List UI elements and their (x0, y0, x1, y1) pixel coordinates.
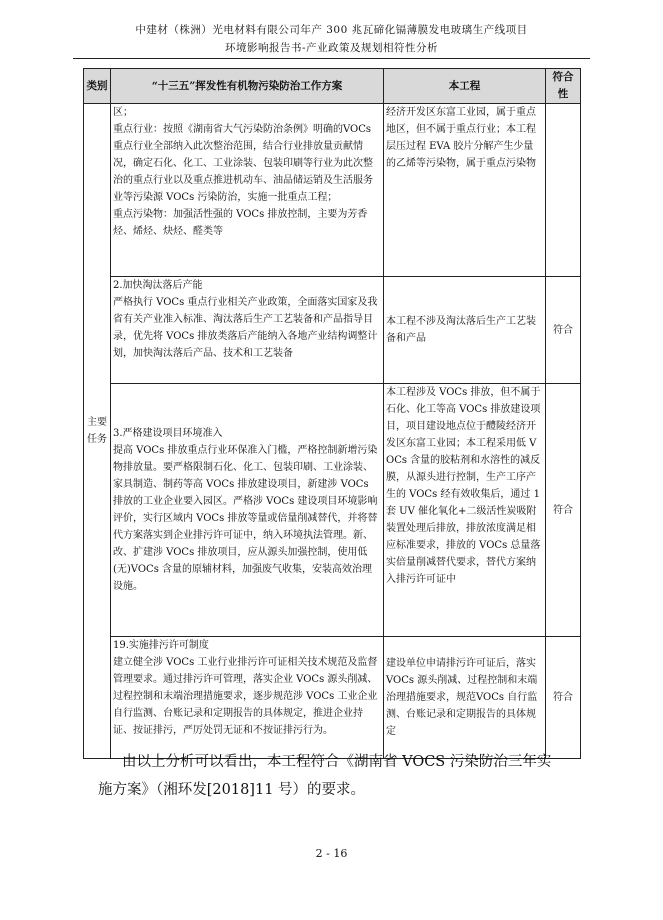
plan-text: 严格执行 VOCs 重点行业相关产业政策，全面落实国家及我省有关产业准入标准、淘汰落后生产工艺装备和产品指导目录，优先将 VOCs 排放类落后产能纳入各地产业结构调整计划，加快淘汰落后产品、技术和工艺装备 (113, 297, 378, 359)
conclusion-line-1: 由以上分析可以看出，本工程符合《湖南省 VOCS 污染防治三年实 (122, 754, 552, 770)
compliance-cell: 符合 (546, 384, 581, 637)
category-label: 主要任务 (87, 417, 107, 445)
header-compliance: 符合性 (546, 69, 581, 104)
plan-text: 重点行业：按照《湖南省大气污染防治条例》明确的VOCs 重点行业全部纳入此次整治范围，结合行业排放量贡献情况，确定石化、化工、工业涂装、包装印刷等行业为此次整治的重点行业以及重点推进机动车、油品储运销及生活服务业等污染源 VOCs 污染防治，实施一批重点工程； (113, 124, 373, 203)
project-cell (384, 637, 546, 759)
project-cell (384, 277, 546, 384)
project-text: 建设单位申请排污许可证后，落实 VOCs 源头削减、过程控制和末端治理措施要求，规范VOCs 自行监测、台账记录和定期报告的具体规定 (386, 658, 538, 737)
header-project: 本工程 (384, 69, 546, 104)
project-text: 本工程涉及 VOCs 排放，但不属于石化、化工等高 VOCs 排放建设项目，项目建设地点位于醴陵经济开发区东富工业园；本工程采用低 VOCs 含量的胶粘剂和水溶性的减反膜，从源头进行控制，生产工序产生的 VOCs 经有效收集后，通过 1 套 UV 催化氧化+二级活性炭吸附装置处理后排放，排放浓度满足相应标准要求，排放的 VOCs 总量落实倍量削减替代要求，替代方案纳入排污许可证中 (386, 387, 541, 585)
plan-text: 重点污染物：加强活性强的 VOCs 排放控制，主要为芳香烃、烯烃、炔烃、醛类等 (113, 209, 368, 237)
plan-cell (111, 277, 384, 384)
header-category: 类别 (84, 69, 111, 104)
report-header-title: 中建材（株洲）光电材料有限公司年产 300 兆瓦碲化镉薄膜发电玻璃生产线项目 (135, 24, 528, 36)
compliance-cell: 符合 (546, 637, 581, 759)
plan-cell (111, 104, 384, 277)
conclusion-paragraph (98, 748, 583, 776)
project-text: 经济开发区东富工业园，属于重点地区，但不属于重点行业；本工程层压过程 EVA 胶片分解产生少量的乙烯等污染物，属于重点污染物 (386, 107, 536, 169)
plan-text: 提高 VOCs 排放重点行业环保准入门槛，严格控制新增污染物排放量。要严格限制石化、化工、包装印刷、工业涂装、家具制造、制药等高 VOCs 排放建设项目，新建涉 VOCs 排放的工业企业要入园区。严格涉 VOCs 建设项目环境影响评价，实行区域内 VOCs 排放等量或倍量削减替代，并将替代方案落实到企业排污许可证中，纳入环境执法管理。新、改、扩建涉 VOCs 排放项目，应从源头加强控制，使用低(无)VOCs 含量的原辅材料，加强废气收集，安装高效治理设施。 (113, 445, 378, 592)
project-text: 本工程不涉及淘汰落后生产工艺装备和产品 (386, 316, 536, 344)
project-cell (384, 104, 546, 277)
header-plan: “十三五”挥发性有机物污染防治工作方案 (111, 69, 384, 104)
table-header-row (84, 69, 581, 104)
conclusion-paragraph-cont (98, 776, 583, 804)
page-number: 2 - 16 (315, 847, 348, 860)
plan-cell (111, 637, 384, 759)
header-rule (73, 58, 590, 59)
project-cell (384, 384, 546, 637)
plan-text: 3.严格建设项目环境准入 (113, 428, 223, 439)
plan-text: 区； (113, 107, 133, 118)
compliance-cell: 符合 (546, 277, 581, 384)
table-row (84, 637, 581, 759)
category-cell (84, 104, 111, 759)
plan-text: 2.加快淘汰落后产能 (113, 280, 203, 291)
conclusion-line-2: 施方案》（湘环发[2018]11 号）的要求。 (98, 782, 366, 798)
compliance-table (83, 68, 581, 759)
table-row (84, 104, 581, 277)
table-row (84, 384, 581, 637)
plan-cell (111, 384, 384, 637)
report-header-subtitle: 环境影响报告书-产业政策及规划相符性分析 (224, 42, 439, 54)
compliance-cell (546, 104, 581, 277)
table-row (84, 277, 581, 384)
plan-text: 19.实施排污许可制度 (113, 640, 209, 651)
plan-text: 建立健全涉 VOCs 工业行业排污许可证相关技术规范及监督管理要求。通过排污许可管理，落实企业 VOCs 源头削减、过程控制和末端治理措施要求，逐步规范涉 VOCs 工业企业自行监测、台账记录和定期报告的具体规定，推进企业持证、按证排污，严厉处罚无证和不按证排污行为。 (113, 657, 378, 736)
